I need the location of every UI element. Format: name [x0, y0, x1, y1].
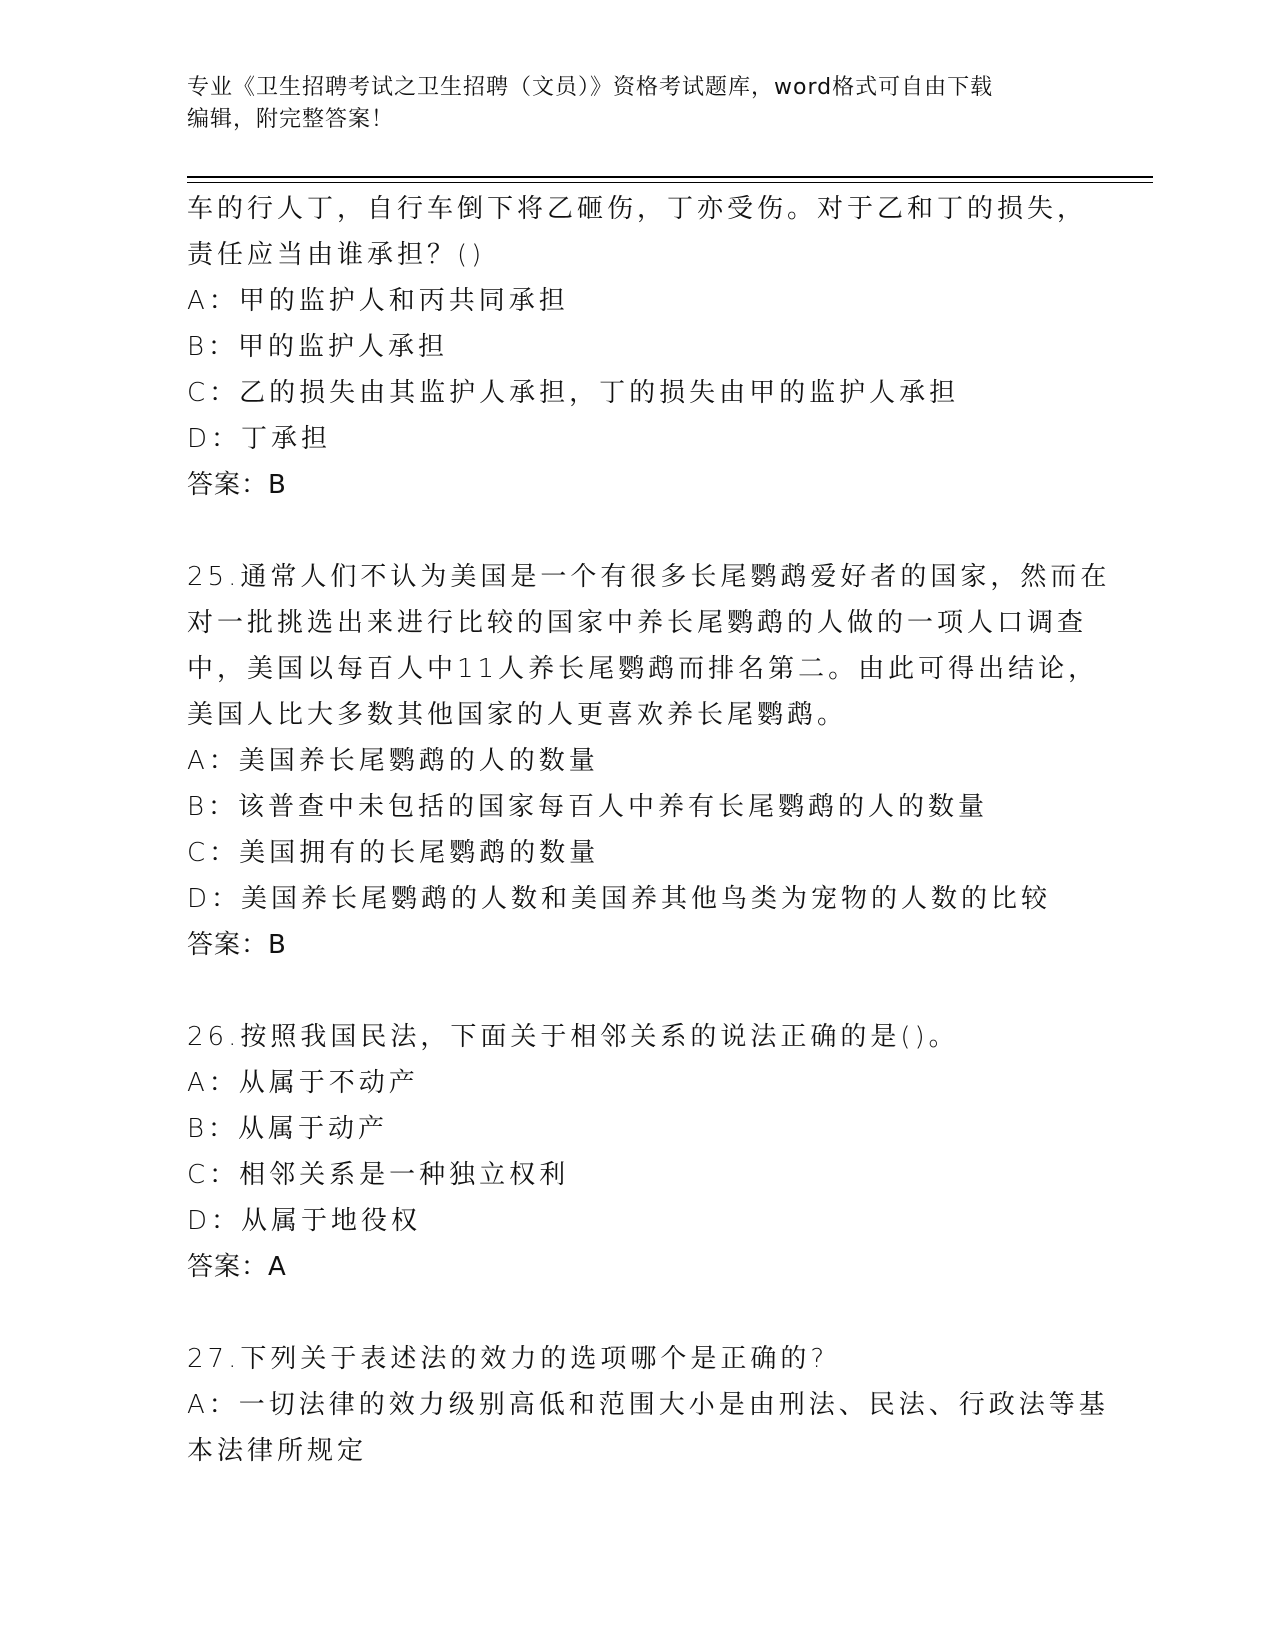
question-content [187, 186, 1111, 1474]
option-a-continued: 本法律所规定 [187, 1436, 368, 1466]
option-c: C：相邻关系是一种独立权利 [187, 1160, 570, 1190]
option-c: C：乙的损失由其监护人承担，丁的损失由甲的监护人承担 [187, 378, 960, 408]
document-header [187, 72, 1087, 136]
question-text-line: 责任应当由谁承担？() [187, 240, 486, 270]
header-line-2: 编辑，附完整答案！ [187, 107, 395, 132]
spacer [187, 1290, 1087, 1336]
question-text-line: 中，美国以每百人中11人养长尾鹦鹉而排名第二。由此可得出结论， [187, 654, 1099, 684]
answer-line: 答案：B [187, 470, 287, 500]
option-a: A：甲的监护人和丙共同承担 [187, 286, 569, 316]
question-text-line: 27.下列关于表述法的效力的选项哪个是正确的? [187, 1344, 829, 1374]
option-c: C：美国拥有的长尾鹦鹉的数量 [187, 838, 600, 868]
option-a: A：从属于不动产 [187, 1068, 419, 1098]
header-line-1: 专业《卫生招聘考试之卫生招聘（文员）》资格考试题库，word格式可自由下载 [187, 75, 994, 100]
question-text-line: 26.按照我国民法，下面关于相邻关系的说法正确的是()。 [187, 1022, 959, 1052]
option-a: A：美国养长尾鹦鹉的人的数量 [187, 746, 599, 776]
answer-line: 答案：B [187, 930, 287, 960]
question-26 [187, 1014, 1087, 1290]
question-24 [187, 186, 1087, 508]
option-b: B：甲的监护人承担 [187, 332, 449, 362]
question-text-line: 对一批挑选出来进行比较的国家中养长尾鹦鹉的人做的一项人口调查 [187, 608, 1088, 638]
option-d: D：美国养长尾鹦鹉的人数和美国养其他鸟类为宠物的人数的比较 [187, 884, 1052, 914]
question-text-line: 车的行人丁，自行车倒下将乙砸伤，丁亦受伤。对于乙和丁的损失， [187, 194, 1088, 224]
question-27 [187, 1336, 1109, 1474]
option-b: B：该普查中未包括的国家每百人中养有长尾鹦鹉的人的数量 [187, 792, 989, 822]
option-a: A：一切法律的效力级别高低和范围大小是由刑法、民法、行政法等基 [187, 1390, 1109, 1420]
header-rule-thick [187, 176, 1153, 178]
spacer [187, 508, 1087, 554]
question-text-line: 美国人比大多数其他国家的人更喜欢养长尾鹦鹉。 [187, 700, 848, 730]
header-rule-thin [187, 182, 1153, 183]
question-25 [187, 554, 1111, 968]
spacer [187, 968, 1087, 1014]
question-text-line: 25.通常人们不认为美国是一个有很多长尾鹦鹉爱好者的国家，然而在 [187, 562, 1111, 592]
answer-line: 答案：A [187, 1252, 287, 1282]
option-b: B：从属于动产 [187, 1114, 389, 1144]
option-d: D：从属于地役权 [187, 1206, 422, 1236]
option-d: D：丁承担 [187, 424, 332, 454]
